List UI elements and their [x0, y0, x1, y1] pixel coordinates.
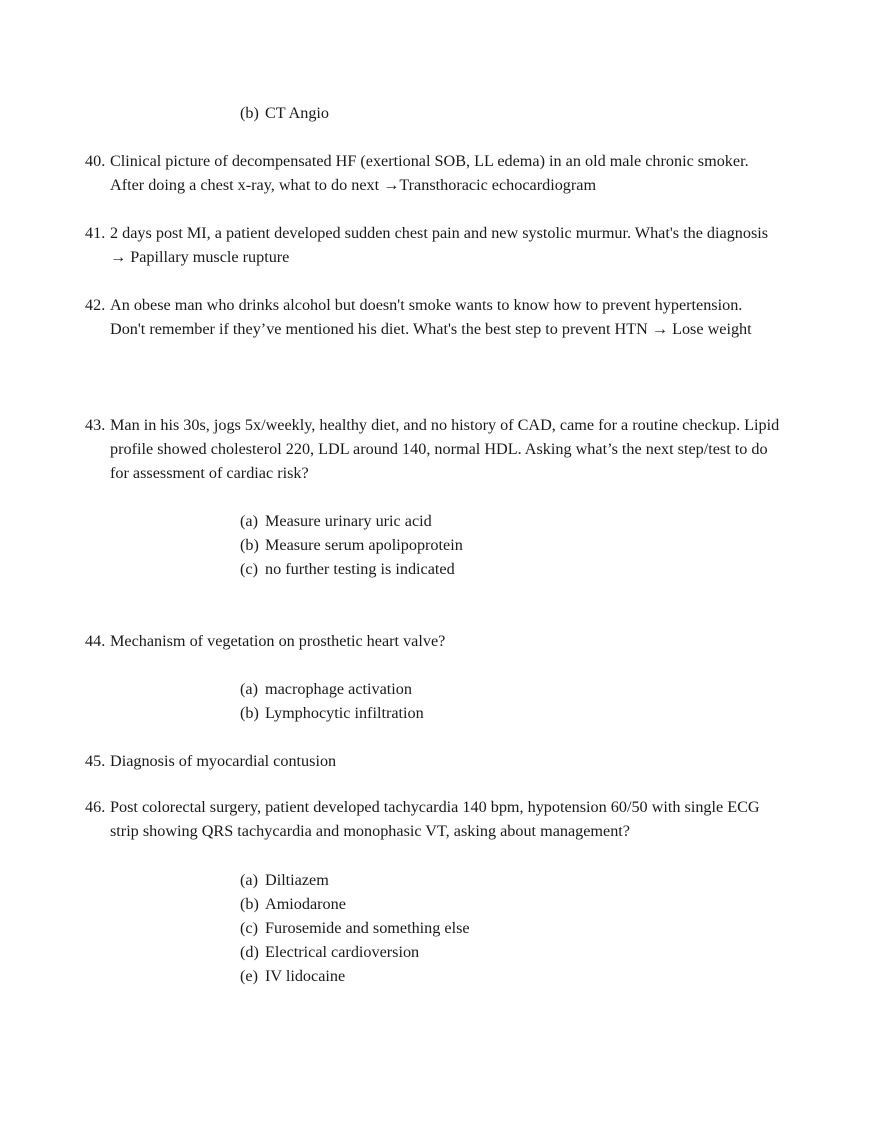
option [240, 701, 740, 725]
option [240, 509, 740, 533]
question-text: Man in his 30s, jogs 5x/weekly, healthy diet, and no history of CAD, came for a routine checkup. Lipid profile showed cholesterol 220, LDL around 140, normal HDL. Asking what’s the next step/test to do for assessment of cardiac risk? [110, 416, 780, 482]
option-label: (b) [240, 895, 259, 913]
question-number: 44. [85, 632, 106, 650]
option-label: (d) [240, 943, 259, 961]
option-label: (b) [240, 104, 259, 122]
question-number: 41. [85, 224, 106, 242]
question-text: 2 days post MI, a patient developed sudden chest pain and new systolic murmur. What's the diagnosis → Papillary muscle rupture [110, 224, 769, 266]
question-46 [85, 795, 790, 843]
option-label: (a) [240, 680, 258, 698]
option [240, 677, 740, 701]
question-44 [85, 629, 785, 653]
option-list-43 [240, 509, 740, 581]
option-text: IV lidocaine [265, 967, 346, 985]
option-label: (b) [240, 536, 259, 554]
question-40 [85, 149, 785, 197]
question-number: 43. [85, 416, 106, 434]
option [240, 916, 740, 940]
option-label: (c) [240, 560, 258, 578]
option-text: CT Angio [265, 104, 330, 122]
option-text: Measure urinary uric acid [265, 512, 432, 530]
option-text: no further testing is indicated [265, 560, 455, 578]
option [240, 868, 740, 892]
question-45 [85, 749, 785, 773]
option [240, 964, 740, 988]
option-text: Amiodarone [265, 895, 346, 913]
option-label: (a) [240, 871, 258, 889]
option [240, 892, 740, 916]
option [240, 101, 740, 125]
option-text: Diltiazem [265, 871, 329, 889]
option-label: (b) [240, 704, 259, 722]
option-list-46 [240, 868, 740, 988]
question-number: 45. [85, 752, 106, 770]
option-text: Measure serum apolipoprotein [265, 536, 463, 554]
option-label: (c) [240, 919, 258, 937]
option [240, 557, 740, 581]
option-label: (a) [240, 512, 258, 530]
question-text: Mechanism of vegetation on prosthetic heart valve? [110, 632, 446, 650]
question-text: Diagnosis of myocardial contusion [110, 752, 337, 770]
option-text: macrophage activation [265, 680, 412, 698]
question-41 [85, 221, 785, 269]
option-text: Furosemide and something else [265, 919, 470, 937]
option [240, 533, 740, 557]
question-number: 46. [85, 798, 106, 816]
question-43 [85, 413, 780, 485]
question-text: An obese man who drinks alcohol but doesn't smoke wants to know how to prevent hypertension. Don't remember if they’ve mentioned his diet. What's the best step to prevent HTN → Lose weight [110, 296, 752, 338]
question-42 [85, 293, 775, 341]
question-text: Post colorectal surgery, patient developed tachycardia 140 bpm, hypotension 60/50 with single ECG strip showing QRS tachycardia and monophasic VT, asking about management? [110, 798, 760, 840]
question-number: 40. [85, 152, 106, 170]
option-label: (e) [240, 967, 258, 985]
option-list-44 [240, 677, 740, 725]
option-text: Lymphocytic infiltration [265, 704, 424, 722]
question-number: 42. [85, 296, 106, 314]
option [240, 940, 740, 964]
option-list-39 [240, 101, 740, 125]
option-text: Electrical cardioversion [265, 943, 420, 961]
question-text: Clinical picture of decompensated HF (exertional SOB, LL edema) in an old male chronic smoker. After doing a chest x-ray, what to do next →Transthoracic echocardiogram [110, 152, 749, 194]
